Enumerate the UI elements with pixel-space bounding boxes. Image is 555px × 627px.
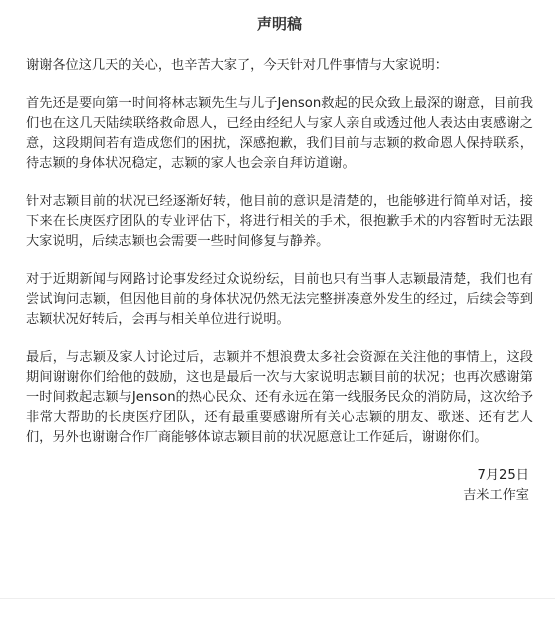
signature-date: 7月25日 — [477, 468, 529, 483]
document-title: 声明稿 — [256, 15, 302, 33]
paragraph-condition: 针对志颖目前的状况已经逐渐好转，他目前的意识是清楚的，也能够进行简单对话，接下来在长庚医疗团队的专业评估下，将进行相关的手术，很抱歉手术的内容暂时无法跟大家说明，后续志颖也会需要一些时间修复与静养。 — [26, 194, 533, 249]
paragraph-intro: 谢谢各位这几天的关心，也辛苦大家了，今天针对几件事情与大家说明： — [26, 58, 448, 73]
signature-block — [26, 466, 533, 506]
bottom-divider — [0, 598, 555, 599]
paragraph-accident-details: 对于近期新闻与网路讨论事发经过众说纷纭，目前也只有当事人志颖最清楚，我们也有尝试询问志颖，但因他目前的身体状况仍然无法完整拼凑意外发生的经过，后续会等到志颖状况好转后，会再与相关单位进行说明。 — [26, 272, 533, 327]
paragraph-closing: 最后，与志颖及家人讨论过后，志颖并不想浪费太多社会资源在关注他的事情上，这段期间谢谢你们给他的鼓励，这也是最后一次与大家说明志颖目前的状况；也再次感谢第一时间救起志颖与Jenson的热心民众、还有永远在第一线服务民众的消防局，这次给予非常大帮助的长庚医疗团队，还有最重要感谢所有关心志颖的朋友、歌迷、还有艺人们，另外也谢谢合作厂商能够体谅志颖目前的状况愿意让工作延后，谢谢你们。 — [26, 350, 533, 445]
paragraph-thanks-rescuers: 首先还是要向第一时间将林志颖先生与儿子Jenson救起的民众致上最深的谢意，目前我们也在这几天陆续联络救命恩人，已经由经纪人与家人亲自或透过他人表达由衷感谢之意，这段期间若有造成您们的困扰，深感抱歉，我们目前与志颖的救命恩人保持联系，待志颖的身体状况稳定，志颖的家人也会亲自拜访道谢。 — [26, 96, 533, 171]
signature-signer: 吉米工作室 — [463, 488, 529, 503]
